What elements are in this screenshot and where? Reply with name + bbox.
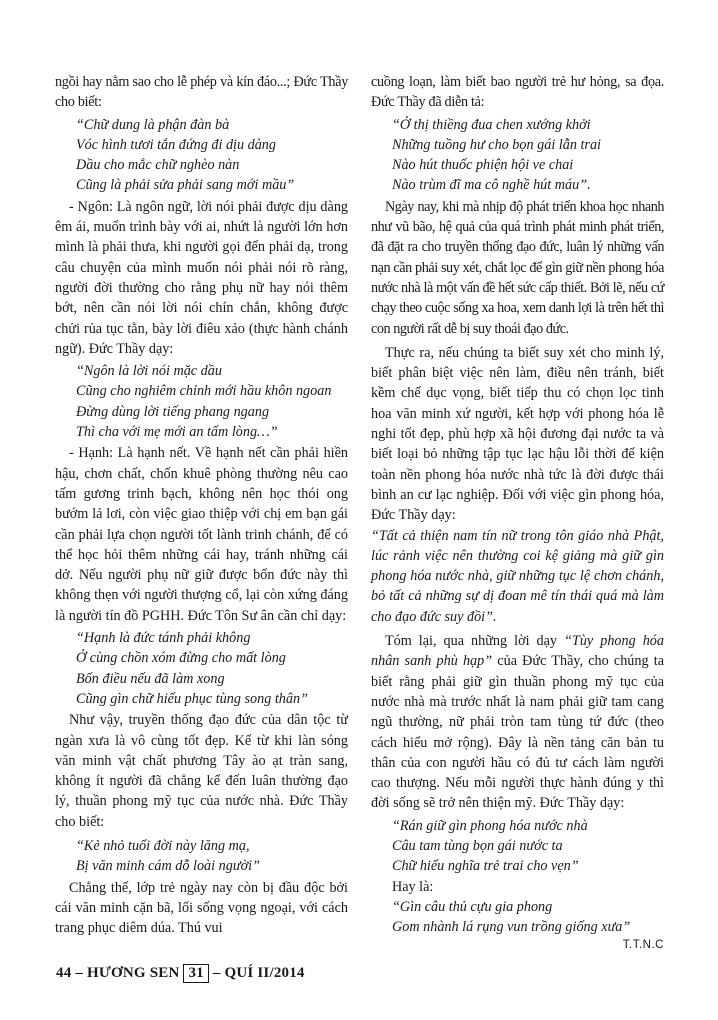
verse-block — [55, 115, 348, 196]
verse-line: Thì cha với mẹ mới an tấm lòng…” — [76, 424, 278, 441]
paragraph: Thực ra, nếu chúng ta biết suy xét cho minh lý, biết phân biệt việc nên làm, điều nên tránh, biết kềm chế dục vọng, biết tiếp thu có chọn lọc tinh hoa văn minh xứ người, kết hợp với phong hóa lễ nghi tốt đẹp, phù hợp xã hội đương đại nước ta và biết loại bỏ những tập tục lạc hậu lỗi thời để kiện toàn nền phong hóa nước nhà tức là đời được thái bình an cư lạc nghiệp. Đối với việc gìn phong hóa, Đức Thầy dạy: — [371, 344, 664, 524]
verse-line: Ở cùng chồn xóm đừng cho mất lòng — [76, 650, 286, 667]
verse-line: Câu tam tùng bọn gái nước ta — [392, 837, 563, 854]
hay-la-label: Hay là: — [392, 878, 434, 895]
paragraph: Như vậy, truyền thống đạo đức của dân tộc từ ngàn xưa là vô cùng tốt đẹp. Kể từ khi làn sóng văn minh vật chất phương Tây ào ạt tràn sang, không ít người đã chẳng kể đến luân thường đạo lý, thuần phong mỹ tục của nước nhà. Đức Thầy cho biết: — [55, 712, 348, 830]
footer-dash: – — [75, 965, 84, 981]
verse-line: “Ngôn là lời nói mặc dầu — [76, 363, 222, 380]
verse-block — [55, 628, 348, 709]
verse-line: Nào trùm đĩ ma cô nghề hút máu”. — [392, 177, 591, 194]
verse-line: “Rán giữ gìn phong hóa nước nhà — [392, 817, 588, 834]
verse-block — [371, 115, 664, 196]
verse-line: Vóc hình tươi tắn đứng đi dịu dàng — [76, 136, 276, 153]
paragraph-lead: Tóm lại, qua những lời dạy — [385, 633, 565, 650]
paragraph: Ngày nay, khi mà nhịp độ phát triển khoa học nhanh như vũ bão, hệ quả của quá trình phát minh phát triển, đã đặt ra cho truyền thống đạo đức, luân lý những vấn nạn cần phải suy xét, chắt lọc để gìn giữ nền phong hóa nước nhà là một vấn đề hết sức cấp thiết. Bởi lẽ, nếu cứ chạy theo cuộc sống xa hoa, xem danh lợi là trên hết thì con người rất dễ bị suy thoái đạo đức. — [371, 198, 664, 337]
paragraph-text: của Đức Thầy, cho chúng ta biết rằng phải giữ gìn thuần phong mỹ tục của nước nhà mà trước nhất là nam phải giữ tam cang ngũ thường, nữ phải tròn tam tùng tứ đức (theo cách hiểu mở rộng). Đây là nền tảng căn bản tu thân của con người hầu có đủ tư cách làm người cao thượng. Nếu mỗi người thực hành đúng y thì đời sống sẽ trở nên thiện mỹ. Đức Thầy dạy: — [371, 653, 664, 812]
paragraph — [371, 631, 664, 814]
magazine-name: HƯƠNG SEN — [87, 965, 180, 981]
verse-block — [371, 897, 664, 938]
paragraph: Chẳng thế, lớp trẻ ngày nay còn bị đầu độc bởi cái văn minh cặn bã, lối sống vọng ngoại, với cách trang phục diêm dúa. Thú vui — [55, 879, 348, 937]
author-signature: T.T.N.C — [622, 939, 664, 952]
verse-line: Dầu cho mắc chữ nghèo nàn — [76, 157, 240, 174]
footer-dash: – — [212, 965, 221, 981]
verse-line: Chữ hiếu nghĩa trẻ trai cho vẹn” — [392, 858, 579, 875]
verse-line: Cũng cho nghiêm chỉnh mới hầu khôn ngoan — [76, 383, 332, 400]
verse-line: “Gìn câu thủ cựu gia phong — [392, 898, 553, 915]
quote-paragraph: “Tất cả thiện nam tín nữ trong tôn giáo nhà Phật, lúc rảnh việc nên thường coi kệ giảng mà giữ gìn phong hóa nước nhà, giữ những tục lệ chơn chánh, bỏ tất cả những sự dị đoan mê tín thái quá mà làm cho đạo đức suy đồi”. — [371, 527, 664, 625]
paragraph: - Hạnh: Là hạnh nết. Về hạnh nết cần phải hiền hậu, chơn chất, chốn khuê phòng thường nêu cao tấm gương trinh bạch, không nên học thói ong bướm lả lơi, còn việc giao thiệp với chị em bạn gái cần phải lựa chọn người tốt lành trinh chánh, để có thể học hỏi thêm những cái hay, tránh những cái dở. Nếu người phụ nữ giữ được bốn đức này thì không thẹn với người thượng cổ, lại còn xứng đáng là người tín đồ PGHH. Đức Tôn Sư ân cần chỉ dạy: — [55, 445, 348, 624]
page-number: 44 — [56, 965, 72, 981]
verse-line: Cũng gìn chữ hiếu phục tùng song thân” — [76, 690, 308, 707]
verse-block — [55, 361, 348, 442]
issue-number-box: 31 — [183, 964, 208, 983]
left-column — [55, 74, 348, 938]
verse-line: Bị văn minh cám dỗ loài người” — [76, 858, 260, 875]
verse-line: Những tuồng hư cho bọn gái lẫn trai — [392, 136, 601, 153]
verse-line: Cũng là phải sửa phải sang mới mầu” — [76, 177, 295, 194]
verse-line: Nào hút thuốc phiện hội ve chai — [392, 157, 574, 174]
verse-line: “Chữ dung là phận đàn bà — [76, 116, 230, 133]
paragraph: cuồng loạn, làm biết bao người trẻ hư hỏng, sa đọa. Đức Thầy đã diễn tả: — [371, 74, 664, 111]
verse-line: Gom nhành lá rụng vun trồng giống xưa” — [392, 919, 631, 936]
verse-line: “Ở thị thiềng đua chen xướng khởi — [392, 116, 591, 133]
verse-line: “Hạnh là đức tánh phải không — [76, 630, 251, 647]
right-column — [371, 74, 664, 953]
verse-line: “Kẻ nhỏ tuổi đời này lăng mạ, — [76, 837, 250, 854]
paragraph: - Ngôn: Là ngôn ngữ, lời nói phải được dịu dàng êm ái, muốn trình bày với ai, nhứt là người lớn hơn mình là phải thưa, khi người gọi đến phải dạ, trong câu chuyện của mình muốn nói phải nói rõ ràng, người đời thường cho rằng phụ nữ hay nói thêm bớt, nên cần nói lời nói chín chắn, không được chửi rủa tục tằn, bày lời điêu xảo (thực hành chánh ngữ). Đức Thầy dạy: — [55, 198, 348, 357]
page-footer — [56, 964, 305, 983]
verse-line: Bốn điều nếu đã làm xong — [76, 670, 225, 687]
paragraph: ngồi hay nằm sao cho lễ phép và kín đáo...; Đức Thầy cho biết: — [55, 74, 348, 111]
verse-block — [371, 816, 664, 877]
quoted-title: “Tùy phong hóa nhân sanh phù hạp” — [371, 633, 664, 670]
verse-block — [55, 836, 348, 877]
verse-line: Đừng dùng lời tiếng phang ngang — [76, 403, 270, 420]
issue-period: QUÍ II/2014 — [224, 965, 305, 981]
